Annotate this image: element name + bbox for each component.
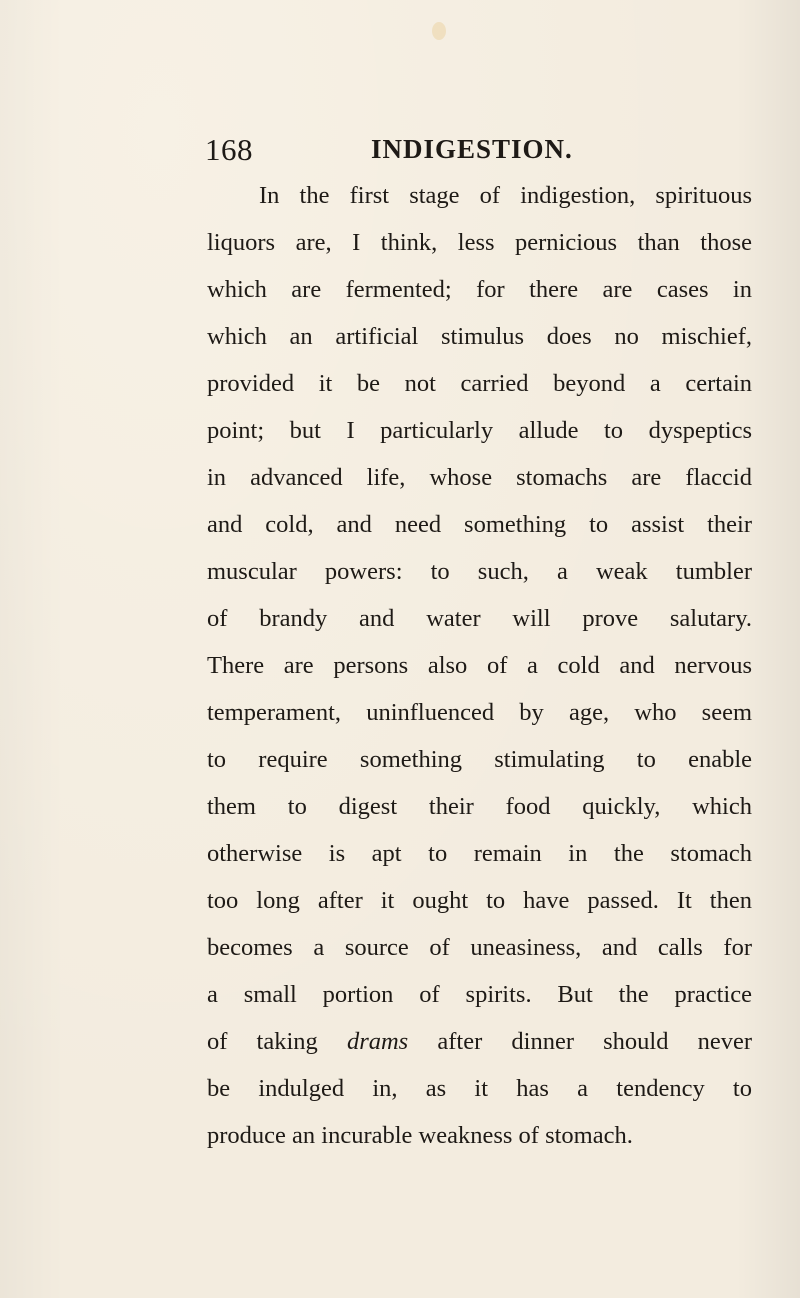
text-line: temperament, uninfluenced by age, who seem — [207, 699, 752, 726]
text-line: which are fermented; for there are cases in — [207, 276, 752, 303]
text-line-with-emphasis — [207, 1018, 752, 1065]
text-line: which an artificial stimulus does no mischief, — [207, 323, 752, 350]
text-line: liquors are, I think, less pernicious than those — [207, 229, 752, 256]
text-line: of brandy and water will prove salutary. — [207, 605, 752, 632]
running-title: INDIGESTION. — [371, 134, 573, 164]
body-paragraph — [207, 172, 752, 1159]
page-number: 168 — [205, 132, 253, 167]
text-line: point; but I particularly allude to dyspeptics — [207, 417, 752, 444]
text-line: otherwise is apt to remain in the stomach — [207, 840, 752, 867]
text-line: be indulged in, as it has a tendency to — [207, 1075, 752, 1102]
ink-blot — [432, 22, 446, 40]
text-line: a small portion of spirits. But the practice — [207, 981, 752, 1008]
text-line: in advanced life, whose stomachs are flaccid — [207, 464, 752, 491]
text-fragment: after dinner should never — [437, 1028, 753, 1055]
text-line: to require something stimulating to enable — [207, 746, 752, 773]
emphasis-drams: drams — [346, 1028, 409, 1055]
text-line-last: produce an incurable weakness of stomach. — [207, 1122, 633, 1149]
text-line: In the first stage of indigestion, spirituous — [259, 182, 752, 209]
text-line: and cold, and need something to assist their — [207, 511, 752, 538]
running-head — [0, 132, 800, 172]
text-fragment: of taking — [207, 1028, 318, 1055]
text-line: There are persons also of a cold and nervous — [207, 652, 752, 679]
text-line: provided it be not carried beyond a certain — [207, 370, 752, 397]
text-line: muscular powers: to such, a weak tumbler — [207, 558, 752, 585]
text-line: them to digest their food quickly, which — [207, 793, 752, 820]
text-line: becomes a source of uneasiness, and calls for — [207, 934, 752, 961]
text-line: too long after it ought to have passed. It then — [207, 887, 752, 914]
